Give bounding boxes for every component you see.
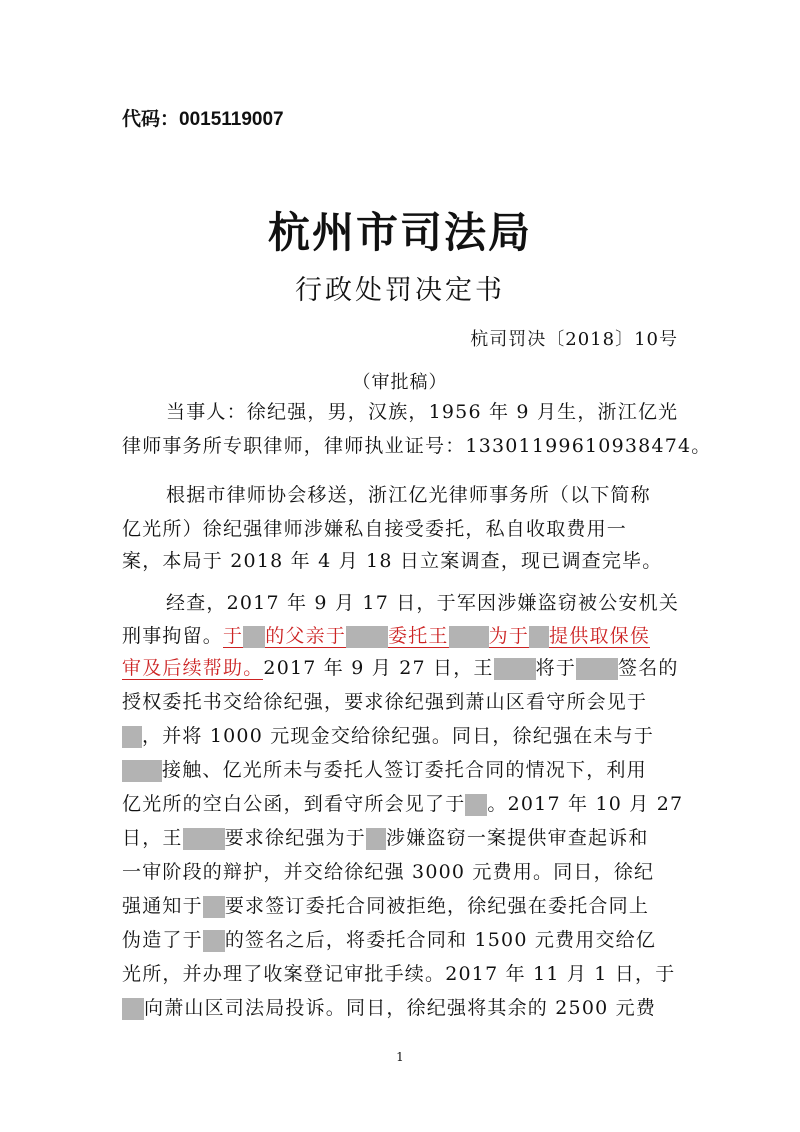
redaction-mask <box>366 828 386 850</box>
redaction-mask <box>465 794 487 816</box>
document-code: 代码：0015119007 <box>122 109 284 130</box>
body-line: 光所，并办理了收案登记审批手续。2017 年 11 月 1 日，于 <box>122 963 676 985</box>
body-line: 亿光所）徐纪强律师涉嫌私自接受委托，私自收取费用一 <box>122 518 628 540</box>
body-line: 律师事务所专职律师，律师执业证号：13301199610938474。 <box>122 435 712 457</box>
body-line: 根据市律师协会移送，浙江亿光律师事务所（以下简称 <box>166 484 651 506</box>
body-line: 接触、亿光所未与委托人签订委托合同的情况下，利用 <box>122 753 647 787</box>
redaction-mask <box>122 760 162 782</box>
body-line: 强通知于 要求签订委托合同被拒绝，徐纪强在委托合同上 <box>122 895 650 917</box>
document-type-subtitle: 行政处罚决定书 <box>295 275 505 306</box>
body-line: ，并将 1000 元现金交给徐纪强。同日，徐纪强在未与于 <box>122 719 654 753</box>
body-line: 向萧山区司法局投诉。同日，徐纪强将其余的 2500 元费 <box>122 991 656 1025</box>
redaction-mask <box>346 626 388 648</box>
body-line: 案，本局于 2018 年 4 月 18 日立案调查，现已调查完毕。 <box>122 550 663 572</box>
redaction-mask <box>449 626 489 648</box>
body-line: 日，王 要求徐纪强为于 涉嫌盗窃一案提供审查起诉和 <box>122 827 649 849</box>
redaction-mask <box>122 998 144 1020</box>
body-line: 授权委托书交给徐纪强，要求徐纪强到萧山区看守所会见于 <box>122 691 648 713</box>
body-line: 刑事拘留。于 的父亲于 委托王 为于 提供取保侯 <box>122 625 651 647</box>
redaction-mask <box>183 828 225 850</box>
redaction-mask <box>529 626 549 648</box>
highlighted-text: 于 的父亲于 委托王 为于 提供取保侯 <box>223 625 651 647</box>
body-line: 伪造了于 的签名之后，将委托合同和 1500 元费用交给亿 <box>122 929 657 951</box>
redaction-mask <box>203 896 225 918</box>
body-line: 经查，2017 年 9 月 17 日，于军因涉嫌盗窃被公安机关 <box>166 592 680 614</box>
draft-label: （审批稿） <box>352 372 448 393</box>
redaction-mask <box>243 626 265 648</box>
highlighted-text: 审及后续帮助。 <box>122 657 264 679</box>
body-line: 审及后续帮助。2017 年 9 月 27 日，王 将于 签名的 <box>122 657 679 679</box>
redaction-mask <box>494 658 536 680</box>
body-line: 亿光所的空白公函，到看守所会见了于 。2017 年 10 月 27 <box>122 793 684 815</box>
redaction-mask <box>122 726 142 748</box>
issuing-authority-title: 杭州市司法局 <box>267 208 532 257</box>
redaction-mask <box>203 930 225 952</box>
body-line: 当事人：徐纪强，男，汉族，1956 年 9 月生，浙江亿光 <box>166 401 679 423</box>
redaction-mask <box>576 658 618 680</box>
body-line: 一审阶段的辩护，并交给徐纪强 3000 元费用。同日，徐纪 <box>122 861 655 883</box>
page-number: 1 <box>396 1050 404 1064</box>
document-number: 杭司罚决〔2018〕10号 <box>470 329 678 350</box>
